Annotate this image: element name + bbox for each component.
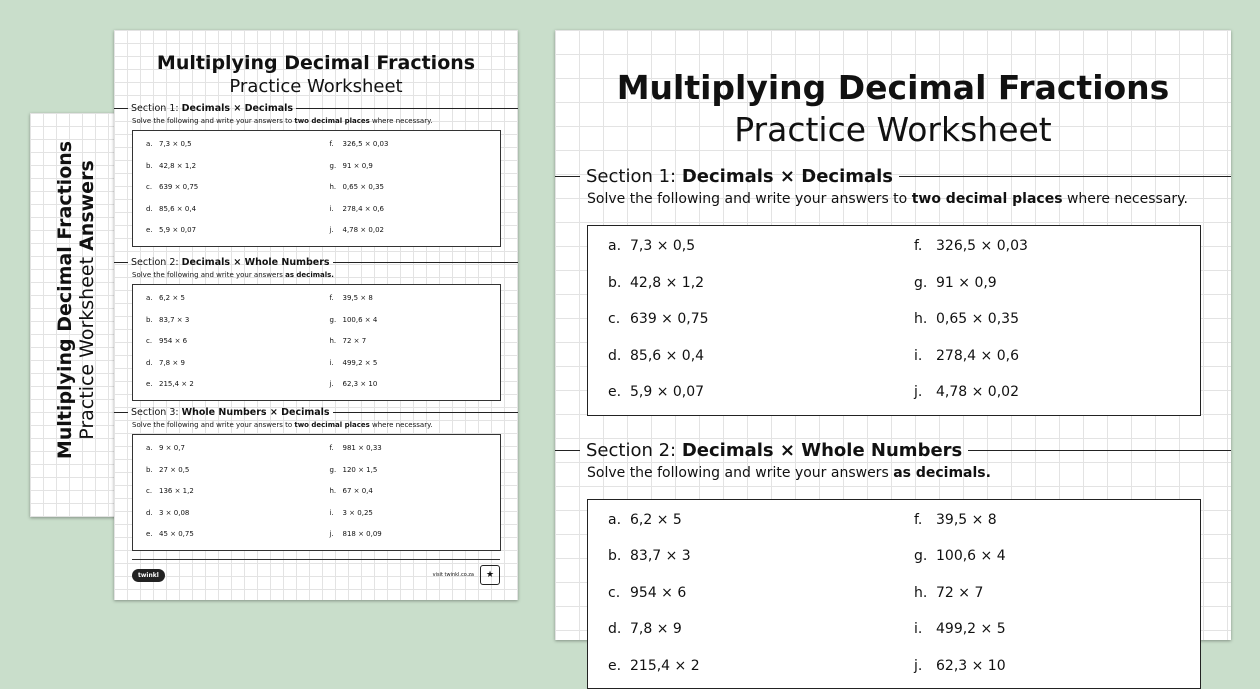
worksheet-footer (132, 564, 500, 586)
worksheet-title: Multiplying Decimal Fractions (555, 68, 1231, 107)
question-text: 954 × 6 (159, 337, 187, 345)
instr-text-end: where necessary. (370, 421, 433, 429)
question-text: 0,65 × 0,35 (936, 311, 1019, 327)
twinkl-logo: twinkl (132, 569, 165, 582)
question-item (894, 265, 1200, 302)
question-grid (133, 134, 500, 242)
question-item (133, 310, 317, 332)
question-label: g. (330, 156, 343, 178)
question-text: 91 × 0,9 (936, 275, 997, 291)
answers-sheet-title (54, 130, 99, 470)
twinkl-stamp-icon: ★ (480, 565, 500, 585)
section-heading (114, 103, 518, 114)
question-label: j. (330, 524, 343, 546)
question-text: 120 × 1,5 (343, 466, 378, 474)
question-item (588, 538, 894, 575)
question-text: 4,78 × 0,02 (343, 226, 385, 234)
question-label: a. (146, 288, 159, 310)
question-label: f. (330, 438, 343, 460)
sections-container (555, 166, 1231, 689)
question-label: b. (146, 460, 159, 482)
instr-emphasis: as decimals. (285, 271, 334, 279)
question-text: 72 × 7 (936, 585, 983, 601)
question-text: 499,2 × 5 (936, 621, 1006, 637)
question-text: 6,2 × 5 (630, 512, 682, 528)
instr-emphasis: as decimals. (893, 465, 991, 481)
heading-rule-right (968, 450, 1231, 451)
question-text: 499,2 × 5 (343, 359, 378, 367)
question-label: a. (608, 228, 630, 265)
instr-text-end: where necessary. (370, 117, 433, 125)
section-instructions (132, 421, 518, 429)
section-3 (114, 407, 518, 551)
question-item (894, 502, 1200, 539)
heading-rule-left (555, 176, 580, 177)
question-label: e. (146, 220, 159, 242)
question-item (133, 156, 317, 178)
question-text: 9 × 0,7 (159, 444, 185, 452)
section-title (128, 103, 296, 114)
question-item (133, 220, 317, 242)
answers-subtitle-plain: Practice Worksheet (76, 257, 98, 440)
question-item (133, 331, 317, 353)
heading-rule-left (114, 108, 128, 109)
question-text: 83,7 × 3 (159, 316, 189, 324)
question-label: d. (608, 611, 630, 648)
question-label: e. (608, 374, 630, 411)
footer-divider (132, 559, 500, 560)
question-text: 818 × 0,09 (343, 530, 382, 538)
question-item (317, 134, 501, 156)
question-text: 278,4 × 0,6 (936, 348, 1019, 364)
question-label: c. (608, 301, 630, 338)
question-box (132, 434, 501, 551)
question-label: g. (914, 538, 936, 575)
section-name: Whole Numbers × Decimals (182, 407, 330, 418)
question-item (317, 288, 501, 310)
question-label: c. (146, 331, 159, 353)
question-text: 215,4 × 2 (159, 380, 194, 388)
question-text: 639 × 0,75 (159, 183, 198, 191)
question-label: f. (914, 502, 936, 539)
question-item (133, 288, 317, 310)
question-label: g. (330, 310, 343, 332)
section-2 (555, 440, 1231, 689)
question-label: b. (146, 156, 159, 178)
question-item (133, 177, 317, 199)
question-text: 0,65 × 0,35 (343, 183, 385, 191)
question-text: 45 × 0,75 (159, 530, 194, 538)
section-name: Decimals × Decimals (682, 166, 893, 187)
question-item (317, 438, 501, 460)
instr-emphasis: two decimal places (294, 117, 369, 125)
question-label: j. (914, 648, 936, 685)
question-item (317, 177, 501, 199)
question-text: 39,5 × 8 (936, 512, 997, 528)
question-item (317, 460, 501, 482)
heading-rule-right (333, 262, 518, 263)
question-item (133, 438, 317, 460)
question-item (317, 156, 501, 178)
instr-text: Solve the following and write your answers to (132, 421, 294, 429)
instr-text: Solve the following and write your answers to (587, 191, 912, 207)
question-text: 7,3 × 0,5 (630, 238, 695, 254)
question-text: 326,5 × 0,03 (343, 140, 389, 148)
question-label: j. (330, 220, 343, 242)
footer-url: visit twinkl.co.za (433, 572, 474, 578)
question-item (588, 575, 894, 612)
worksheet-title: Multiplying Decimal Fractions (114, 52, 518, 74)
question-text: 3 × 0,08 (159, 509, 189, 517)
question-label: h. (330, 177, 343, 199)
question-item (317, 310, 501, 332)
question-label: g. (914, 265, 936, 302)
section-label: Section 2: (131, 257, 179, 268)
question-label: i. (330, 199, 343, 221)
instr-text: Solve the following and write your answers to (132, 117, 294, 125)
worksheet-thumbnail (114, 30, 518, 600)
answers-subtitle-bold: Answers (76, 160, 98, 251)
question-label: c. (146, 177, 159, 199)
section-2 (114, 257, 518, 401)
question-text: 981 × 0,33 (343, 444, 382, 452)
question-text: 83,7 × 3 (630, 548, 691, 564)
section-title (580, 440, 968, 461)
question-item (317, 481, 501, 503)
question-text: 7,8 × 9 (630, 621, 682, 637)
question-item (133, 481, 317, 503)
question-text: 42,8 × 1,2 (630, 275, 704, 291)
question-item (894, 538, 1200, 575)
section-title (128, 257, 333, 268)
footer-right (433, 565, 500, 585)
question-box (132, 284, 501, 401)
question-label: d. (146, 353, 159, 375)
question-item (133, 524, 317, 546)
section-name: Decimals × Whole Numbers (682, 440, 962, 461)
question-text: 67 × 0,4 (343, 487, 373, 495)
question-item (894, 648, 1200, 685)
question-label: c. (146, 481, 159, 503)
question-text: 85,6 × 0,4 (630, 348, 704, 364)
question-label: f. (330, 134, 343, 156)
question-text: 7,8 × 9 (159, 359, 185, 367)
question-text: 6,2 × 5 (159, 294, 185, 302)
section-label: Section 1: (586, 166, 676, 187)
section-instructions (132, 117, 518, 125)
question-label: h. (330, 331, 343, 353)
question-text: 27 × 0,5 (159, 466, 189, 474)
question-text: 4,78 × 0,02 (936, 384, 1019, 400)
section-instructions (132, 271, 518, 279)
question-text: 3 × 0,25 (343, 509, 373, 517)
instr-emphasis: two decimal places (912, 191, 1063, 207)
instr-text-end: where necessary. (1063, 191, 1188, 207)
question-text: 326,5 × 0,03 (936, 238, 1028, 254)
question-text: 91 × 0,9 (343, 162, 373, 170)
question-item (133, 460, 317, 482)
question-label: i. (914, 611, 936, 648)
question-item (317, 220, 501, 242)
section-title (580, 166, 899, 187)
section-1 (555, 166, 1231, 416)
question-label: g. (330, 460, 343, 482)
question-text: 215,4 × 2 (630, 658, 700, 674)
question-label: a. (146, 438, 159, 460)
heading-rule-right (296, 108, 518, 109)
question-grid (588, 228, 1200, 411)
section-heading (114, 407, 518, 418)
question-item (588, 338, 894, 375)
question-text: 639 × 0,75 (630, 311, 709, 327)
sections-container (114, 103, 518, 551)
section-label: Section 1: (131, 103, 179, 114)
question-label: f. (330, 288, 343, 310)
question-item (894, 374, 1200, 411)
worksheet-subtitle: Practice Worksheet (555, 110, 1231, 149)
section-instructions (587, 465, 1231, 481)
question-box (587, 225, 1201, 416)
question-item (133, 134, 317, 156)
question-grid (133, 438, 500, 546)
question-item (317, 374, 501, 396)
section-instructions (587, 191, 1231, 207)
question-label: c. (608, 575, 630, 612)
question-label: d. (608, 338, 630, 375)
question-label: b. (608, 538, 630, 575)
section-name: Decimals × Decimals (182, 103, 293, 114)
question-item (317, 199, 501, 221)
heading-rule-left (114, 262, 128, 263)
section-name: Decimals × Whole Numbers (182, 257, 330, 268)
question-item (133, 374, 317, 396)
question-text: 7,3 × 0,5 (159, 140, 192, 148)
question-item (588, 502, 894, 539)
question-label: h. (330, 481, 343, 503)
question-label: i. (330, 503, 343, 525)
question-text: 954 × 6 (630, 585, 686, 601)
question-item (317, 524, 501, 546)
question-box (587, 499, 1201, 689)
question-label: d. (146, 199, 159, 221)
question-item (894, 575, 1200, 612)
heading-rule-left (555, 450, 580, 451)
heading-rule-right (899, 176, 1231, 177)
question-text: 100,6 × 4 (936, 548, 1006, 564)
question-label: j. (914, 374, 936, 411)
question-grid (588, 502, 1200, 685)
question-text: 100,6 × 4 (343, 316, 378, 324)
section-heading (114, 257, 518, 268)
question-text: 39,5 × 8 (343, 294, 373, 302)
question-label: e. (146, 374, 159, 396)
question-item (133, 353, 317, 375)
worksheet-main (555, 30, 1231, 640)
question-text: 72 × 7 (343, 337, 367, 345)
section-label: Section 2: (586, 440, 676, 461)
question-label: h. (914, 575, 936, 612)
question-label: d. (146, 503, 159, 525)
question-item (894, 228, 1200, 265)
worksheet-subtitle: Practice Worksheet (114, 76, 518, 97)
question-label: i. (914, 338, 936, 375)
instr-text: Solve the following and write your answers (132, 271, 285, 279)
answers-title: Multiplying Decimal Fractions (54, 130, 76, 470)
question-item (894, 611, 1200, 648)
question-item (133, 503, 317, 525)
question-label: a. (146, 134, 159, 156)
question-text: 85,6 × 0,4 (159, 205, 196, 213)
question-item (588, 265, 894, 302)
question-item (894, 338, 1200, 375)
question-item (588, 301, 894, 338)
question-text: 5,9 × 0,07 (159, 226, 196, 234)
question-text: 136 × 1,2 (159, 487, 194, 495)
answers-subtitle (76, 130, 98, 470)
question-label: e. (608, 648, 630, 685)
question-label: b. (608, 265, 630, 302)
section-heading (555, 440, 1231, 461)
question-grid (133, 288, 500, 396)
question-box (132, 130, 501, 247)
question-item (588, 611, 894, 648)
question-text: 62,3 × 10 (936, 658, 1006, 674)
question-label: a. (608, 502, 630, 539)
question-label: f. (914, 228, 936, 265)
question-text: 5,9 × 0,07 (630, 384, 704, 400)
question-item (588, 648, 894, 685)
heading-rule-right (333, 412, 518, 413)
question-item (317, 331, 501, 353)
question-item (588, 228, 894, 265)
question-text: 278,4 × 0,6 (343, 205, 385, 213)
question-item (894, 301, 1200, 338)
section-label: Section 3: (131, 407, 179, 418)
question-label: j. (330, 374, 343, 396)
instr-emphasis: two decimal places (294, 421, 369, 429)
question-item (317, 353, 501, 375)
question-item (588, 374, 894, 411)
heading-rule-left (114, 412, 128, 413)
section-title (128, 407, 333, 418)
question-label: h. (914, 301, 936, 338)
section-1 (114, 103, 518, 247)
question-item (133, 199, 317, 221)
section-heading (555, 166, 1231, 187)
question-label: b. (146, 310, 159, 332)
question-label: i. (330, 353, 343, 375)
question-item (317, 503, 501, 525)
question-text: 42,8 × 1,2 (159, 162, 196, 170)
question-text: 62,3 × 10 (343, 380, 378, 388)
question-label: e. (146, 524, 159, 546)
instr-text: Solve the following and write your answers (587, 465, 893, 481)
